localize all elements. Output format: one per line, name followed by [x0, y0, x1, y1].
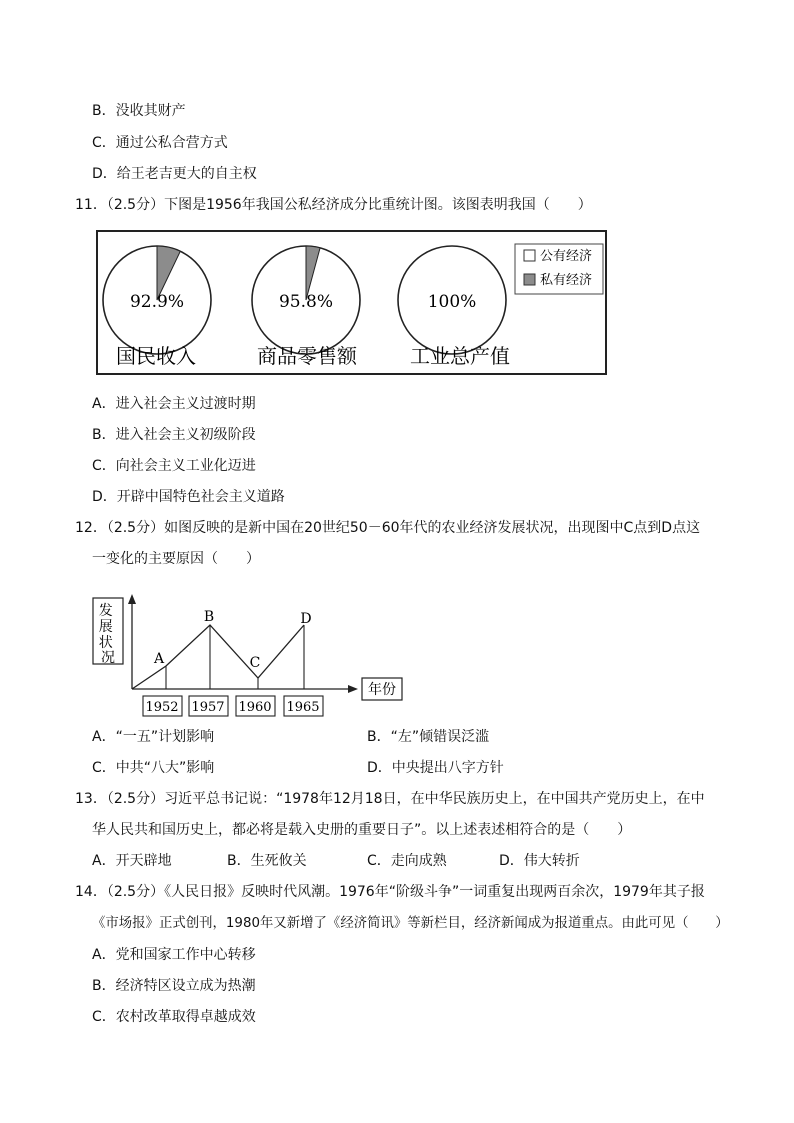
q14-option-c: C．农村改革取得卓越成效: [92, 1009, 256, 1025]
point-b-label: B: [203, 609, 215, 625]
point-d-label: D: [300, 611, 312, 627]
year-1957: 1957: [191, 700, 225, 715]
legend-swatch-private: [524, 274, 535, 285]
q14-stem-line2: 《市场报》正式创刊，1980年又新增了《经济简讯》等新栏目，经济新闻成为报道重点。由此可见（ ）: [92, 916, 729, 931]
q12-stem-line2: 一变化的主要原因（ ）: [92, 551, 260, 567]
legend-label-private: 私有经济: [540, 273, 593, 288]
point-a-label: A: [153, 651, 165, 667]
q10-option-c: C．通过公私合营方式: [92, 135, 228, 151]
q13-stem-line2: 华人民共和国历史上，都必将是载入史册的重要日子”。以上述表述相符合的是（ ）: [92, 822, 632, 838]
y-axis-label: 发 展 状 况: [98, 603, 115, 666]
pie-1-percent: 92.9%: [129, 292, 185, 312]
q11-option-a: A．进入社会主义过渡时期: [92, 396, 256, 412]
q12-option-c: C．中共“八大”影响: [92, 760, 215, 776]
pie-2-caption: 商品零售额: [257, 344, 357, 368]
q14-option-a: A．党和国家工作中心转移: [92, 947, 256, 963]
q11-option-b: B．进入社会主义初级阶段: [92, 427, 256, 443]
pie-1-caption: 国民收入: [116, 344, 196, 368]
pie-3-percent: 100%: [427, 292, 477, 312]
q13-option-a: A．开天辟地: [92, 853, 172, 869]
year-1960: 1960: [238, 700, 272, 715]
q11-option-d: D．开辟中国特色社会主义道路: [92, 489, 285, 505]
q11-stem: 11．（2.5分）下图是1956年我国公私经济成分比重统计图。该图表明我国（ ）: [75, 197, 592, 213]
pie-3-caption: 工业总产值: [410, 344, 510, 368]
legend-label-public: 公有经济: [540, 249, 593, 264]
year-1952: 1952: [145, 700, 179, 715]
q12-stem-line1: 12．（2.5分）如图反映的是新中国在20世纪50－60年代的农业经济发展状况，出现图中C点到D点这: [75, 520, 701, 536]
legend-swatch-public: [524, 250, 535, 261]
q10-option-b: B．没收其财产: [92, 103, 186, 119]
q11-option-c: C．向社会主义工业化迈进: [92, 458, 256, 474]
x-axis-label: 年份: [368, 682, 396, 698]
q12-option-a: A．“一五”计划影响: [92, 729, 215, 745]
q13-stem-line1: 13．（2.5分）习近平总书记说：“1978年12月18日，在中华民族历史上，在中国共产党历史上，在中: [75, 791, 705, 807]
pie-2-percent: 95.8%: [278, 292, 334, 312]
q14-option-b: B．经济特区设立成为热潮: [92, 978, 256, 994]
q12-option-b: B．“左”倾错误泛滥: [367, 729, 490, 745]
year-1965: 1965: [286, 700, 320, 715]
q12-line-figure: [92, 592, 404, 722]
q13-option-c: C．走向成熟: [367, 853, 447, 869]
q14-stem-line1: 14．（2.5分）《人民日报》反映时代风潮。1976年“阶级斗争”一词重复出现两百余次，1979年其子报: [75, 884, 705, 900]
q13-option-d: D．伟大转折: [499, 853, 580, 869]
pie-legend: [515, 244, 603, 294]
point-c-label: C: [249, 655, 261, 671]
q11-pie-figure: [96, 230, 608, 376]
q10-option-d: D．给王老吉更大的自主权: [92, 166, 257, 182]
q13-option-b: B．生死攸关: [227, 853, 307, 869]
q12-option-d: D．中央提出八字方针: [367, 760, 504, 776]
